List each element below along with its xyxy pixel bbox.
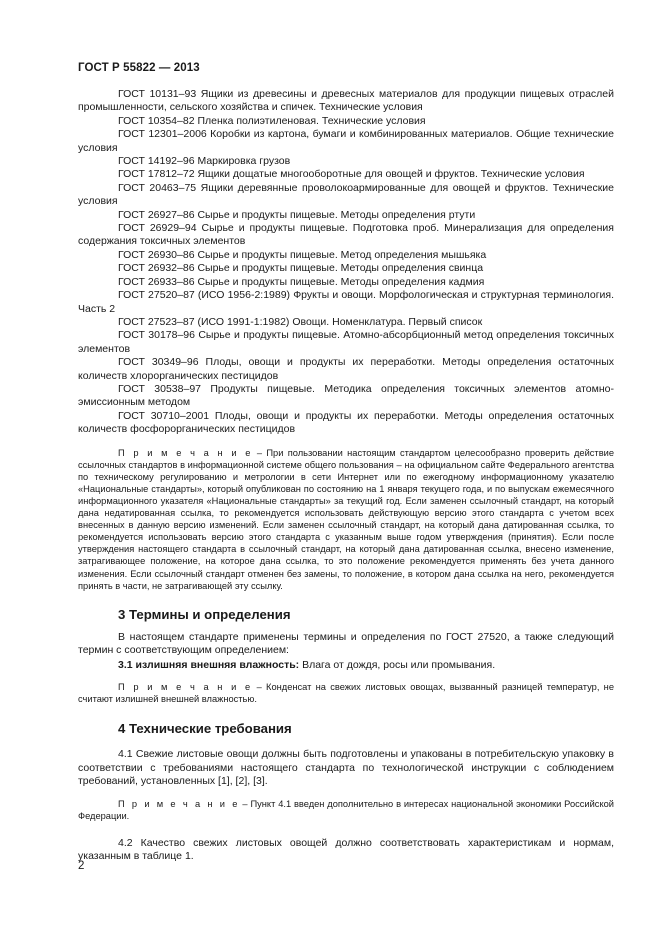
reference-item: ГОСТ 12301–2006 Коробки из картона, бумаги и комбинированных материалов. Общие технические условия bbox=[78, 128, 614, 154]
reference-item: ГОСТ 10131–93 Ящики из древесины и древесных материалов для продукции пищевых отраслей промышленности, сельского хозяйства и спичек. Технические условия bbox=[78, 88, 614, 114]
note-label: П р и м е ч а н и е bbox=[118, 681, 253, 692]
note-text: – Пункт 4.1 введен дополнительно в интересах национальной экономики Российской Федерации. bbox=[78, 799, 614, 822]
reference-item: ГОСТ 30538–97 Продукты пищевые. Методика определения токсичных элементов атомно-эмиссионным методом bbox=[78, 382, 614, 409]
reference-item: ГОСТ 30178–96 Сырье и продукты пищевые. Атомно-абсорбционный метод определения токсичных элементов bbox=[78, 329, 614, 355]
page-number: 2 bbox=[78, 860, 85, 872]
page-header: ГОСТ Р 55822 — 2013 bbox=[78, 62, 200, 74]
note-text: – Конденсат на свежих листовых овощах, вызванный разницей температур, не считают излишней внешней влажностью. bbox=[78, 681, 614, 704]
note-text: – При пользовании настоящим стандартом целесообразно проверить действие ссылочных стандартов в информационной системе общего пользования – на официальном сайте Федерального агентства по техническому регулированию и метрологии в сети Интернет или по ежегодному информационному указателю «Национальные стандарты», который опубликован по состоянию на 1 января текущего года, и по выпускам ежемесячного информационного указателя «Национальные стандарты» за текущий год. Если заменен ссылочный стандарт, на который дана недатированная ссылка, то рекомендуется использовать действующую версию этого стандарта с учетом всех внесенных в данную версию изменений. Если заменен ссылочный стандарт, на который дана датированная ссылка, то рекомендуется использовать версию этого стандарта с указанным выше годом утверждения (принятия). Если после утверждения настоящего стандарта в ссылочный стандарт, на который дана датированная ссылка, внесено изменение, затрагивающее положение, на которое дана ссылка, то это положение рекомендуется применять без учета данного изменения. Если ссылочный стандарт отменен без замены, то положение, в котором дана ссылка на него, рекомендуется принять в части, не затрагивающей эту ссылку. bbox=[78, 447, 614, 591]
note-section-3 bbox=[78, 681, 614, 705]
reference-item: ГОСТ 27520–87 (ИСО 1956-2:1989) Фрукты и овощи. Морфологическая и структурная терминология. Часть 2 bbox=[78, 289, 614, 315]
section-3-intro: В настоящем стандарте применены термины и определения по ГОСТ 27520, а также следующий термин с соответствующим определением: bbox=[78, 630, 614, 657]
term-label: 3.1 излишняя внешняя влажность: bbox=[118, 658, 300, 671]
term-3-1 bbox=[78, 659, 614, 672]
section-4-title: 4 Технические требования bbox=[118, 721, 292, 737]
reference-item: ГОСТ 26933–86 Сырье и продукты пищевые. Методы определения кадмия bbox=[118, 275, 485, 288]
reference-item: ГОСТ 26929–94 Сырье и продукты пищевые. Подготовка проб. Минерализация для определения содержания токсичных элементов bbox=[78, 222, 614, 248]
reference-item: ГОСТ 30349–96 Плоды, овощи и продукты их переработки. Методы определения остаточных количеств хлорорганических пестицидов bbox=[78, 356, 614, 382]
note-label: П р и м е ч а н и е bbox=[118, 447, 253, 458]
section-3-title: 3 Термины и определения bbox=[118, 606, 291, 622]
reference-item: ГОСТ 10354–82 Пленка полиэтиленовая. Технические условия bbox=[118, 114, 426, 127]
reference-item: ГОСТ 20463–75 Ящики деревянные проволокоармированные для овощей и фруктов. Технические условия bbox=[78, 181, 614, 208]
note-section-4 bbox=[78, 798, 614, 822]
term-definition: Влага от дождя, росы или промывания. bbox=[299, 658, 496, 671]
note-references bbox=[78, 447, 614, 592]
references-list bbox=[78, 88, 614, 437]
note-label: П р и м е ч а н и е bbox=[118, 799, 240, 810]
reference-item: ГОСТ 26930–86 Сырье и продукты пищевые. Метод определения мышьяка bbox=[118, 248, 487, 261]
clause-4-2: 4.2 Качество свежих листовых овощей должно соответствовать характеристикам и нормам, указанным в таблице 1. bbox=[78, 836, 614, 862]
reference-item: ГОСТ 17812–72 Ящики дощатые многооборотные для овощей и фруктов. Технические условия bbox=[118, 168, 585, 181]
reference-item: ГОСТ 14192–96 Маркировка грузов bbox=[118, 155, 291, 168]
reference-item: ГОСТ 26927–86 Сырье и продукты пищевые. Методы определения ртути bbox=[118, 208, 476, 221]
clause-4-1: 4.1 Свежие листовые овощи должны быть подготовлены и упакованы в потребительскую упаковку в соответствии с требованиями настоящего стандарта по технологической инструкции с соблюдением требований, установленных [1], [2], [3]. bbox=[78, 748, 614, 787]
reference-item: ГОСТ 30710–2001 Плоды, овощи и продукты их переработки. Методы определения остаточных количеств фосфорорганических пестицидов bbox=[78, 409, 614, 436]
reference-item: ГОСТ 26932–86 Сырье и продукты пищевые. Методы определения свинца bbox=[118, 262, 484, 275]
reference-item: ГОСТ 27523–87 (ИСО 1991-1:1982) Овощи. Номенклатура. Первый список bbox=[118, 315, 483, 328]
page-content bbox=[78, 88, 614, 863]
